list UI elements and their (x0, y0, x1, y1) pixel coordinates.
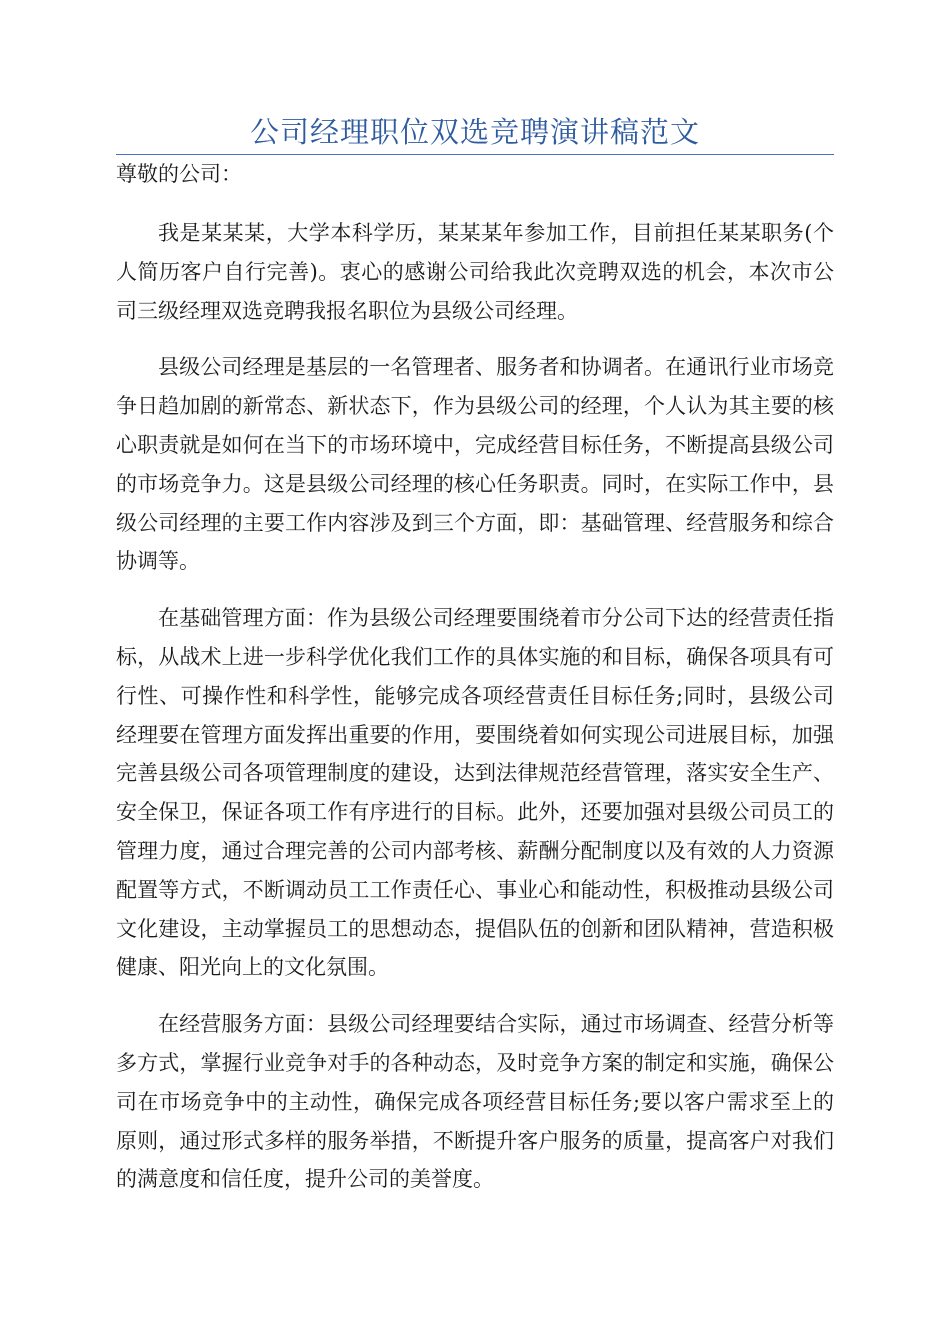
salutation: 尊敬的公司： (116, 162, 242, 186)
document-title: 公司经理职位双选竞聘演讲稿范文 (249, 115, 700, 149)
paragraph-2: 县级公司经理是基层的一名管理者、服务者和协调者。在通讯行业市场竞争日趋加剧的新常态、新状态下，作为县级公司的经理，个人认为其主要的核心职责就是如何在当下的市场环境中，完成经营目标任务，不断提高县级公司的市场竞争力。这是县级公司经理的核心任务职责。同时，在实际工作中，县级公司经理的主要工作内容涉及到三个方面，即：基础管理、经营服务和综合协调等。 (116, 355, 834, 574)
document-body (116, 148, 834, 1199)
paragraph-1: 我是某某某，大学本科学历，某某某年参加工作，目前担任某某职务(个人简历客户自行完善)。衷心的感谢公司给我此次竞聘双选的机会，本次市公司三级经理双选竞聘我报名职位为县级公司经理。 (116, 221, 834, 323)
paragraph-3: 在基础管理方面：作为县级公司经理要围绕着市分公司下达的经营责任指标，从战术上进一步科学优化我们工作的具体实施的和目标，确保各项具有可行性、可操作性和科学性，能够完成各项经营责任目标任务;同时，县级公司经理要在管理方面发挥出重要的作用，要围绕着如何实现公司进展目标，加强完善县级公司各项管理制度的建设，达到法律规范经营管理，落实安全生产、安全保卫，保证各项工作有序进行的目标。此外，还要加强对县级公司员工的管理力度，通过合理完善的公司内部考核、薪酬分配制度以及有效的人力资源配置等方式，不断调动员工工作责任心、事业心和能动性，积极推动县级公司文化建设，主动掌握员工的思想动态，提倡队伍的创新和团队精神，营造积极健康、阳光向上的文化氛围。 (116, 606, 834, 980)
paragraph-4: 在经营服务方面：县级公司经理要结合实际，通过市场调查、经营分析等多方式，掌握行业竞争对手的各种动态，及时竞争方案的制定和实施，确保公司在市场竞争中的主动性，确保完成各项经营目标任务;要以客户需求至上的原则，通过形式多样的服务举措，不断提升客户服务的质量，提高客户对我们的满意度和信任度，提升公司的美誉度。 (116, 1012, 834, 1192)
